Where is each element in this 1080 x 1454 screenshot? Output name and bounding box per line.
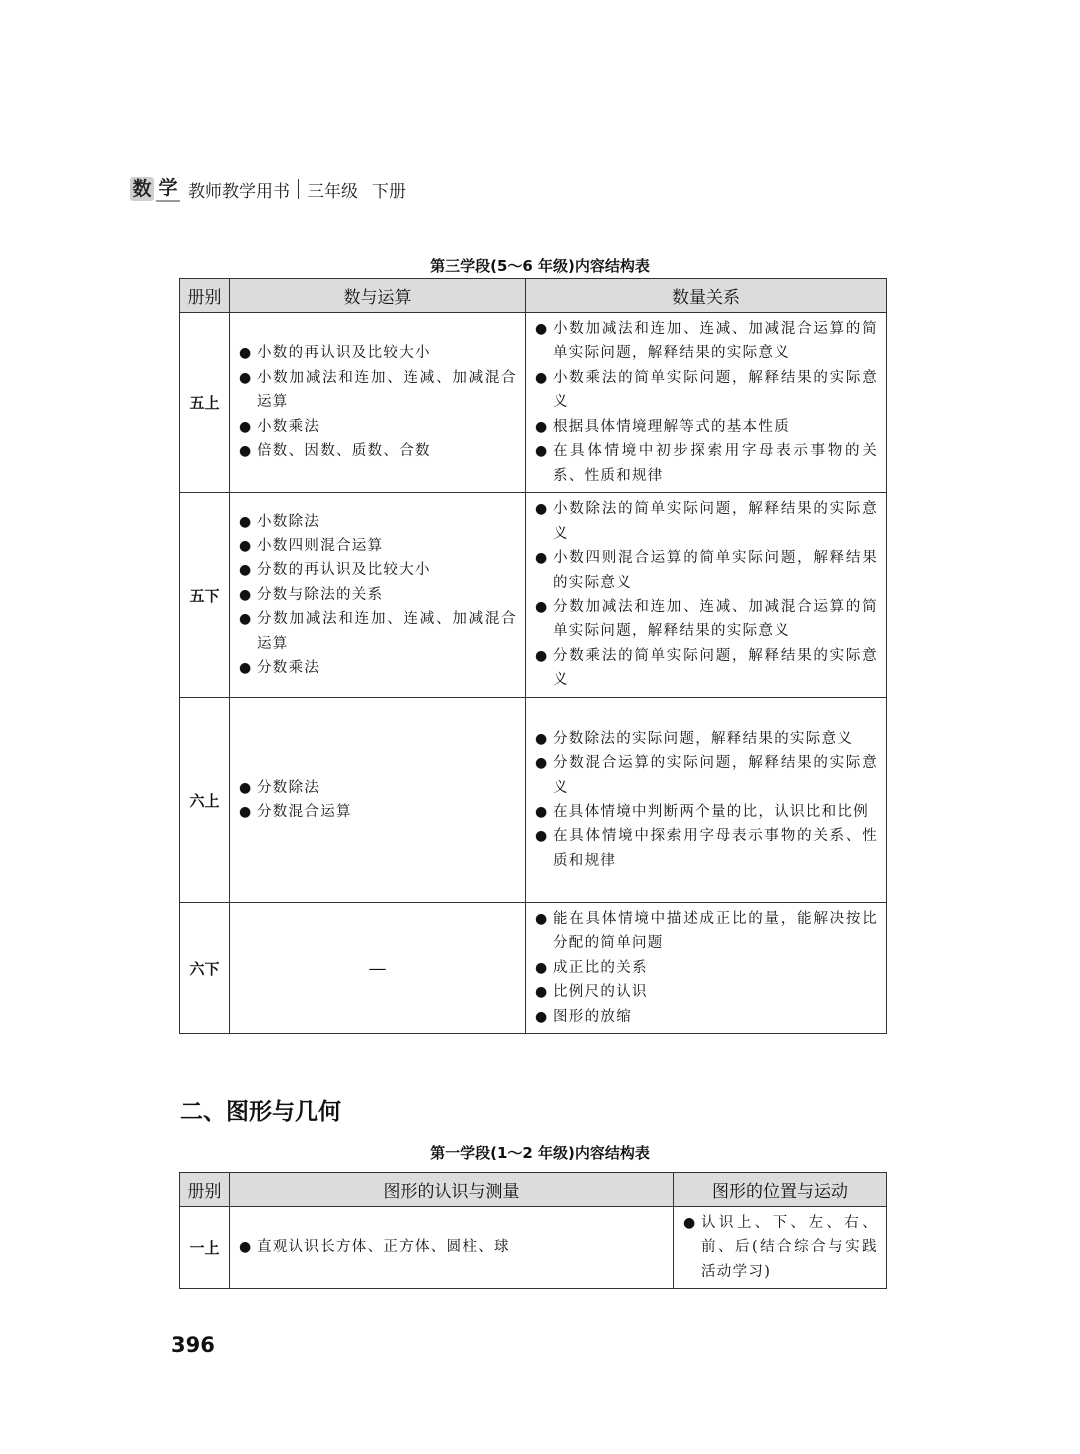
list-item: ● 分数加减法和连加、连减、加减混合运算	[239, 607, 517, 656]
volume-cell: 六上	[180, 698, 230, 903]
table1-header-row	[180, 279, 887, 313]
list-item: ● 小数乘法	[239, 415, 517, 439]
subject-logo	[130, 176, 180, 202]
column-header-shape-position: 图形的位置与运动	[674, 1173, 887, 1207]
numbers-operations-cell	[230, 493, 526, 698]
list-item: ● 小数四则混合运算的简单实际问题，解释结果的实际意义	[535, 546, 878, 595]
quantity-relations-cell	[526, 903, 887, 1034]
column-header-shape-recognition: 图形的认识与测量	[230, 1173, 674, 1207]
table2-header-row	[180, 1173, 887, 1207]
page-number: 396	[171, 1333, 215, 1357]
list-item: ● 根据具体情境理解等式的基本性质	[535, 415, 878, 439]
numbers-operations-empty-cell: —	[230, 903, 526, 1034]
list-item: ● 分数乘法的简单实际问题，解释结果的实际意义	[535, 644, 878, 693]
shape-position-cell	[674, 1207, 887, 1289]
list-item: ● 直观认识长方体、正方体、圆柱、球	[239, 1235, 665, 1259]
list-item: ● 成正比的关系	[535, 956, 878, 980]
quantity-relations-cell	[526, 493, 887, 698]
table-row	[180, 313, 887, 493]
list-item: ● 分数混合运算的实际问题，解释结果的实际意义	[535, 751, 878, 800]
volume-cell: 六下	[180, 903, 230, 1034]
list-item: ● 小数乘法的简单实际问题，解释结果的实际意义	[535, 366, 878, 415]
table-row	[180, 698, 887, 903]
list-item: ● 小数除法的简单实际问题，解释结果的实际意义	[535, 497, 878, 546]
list-item: ● 比例尺的认识	[535, 980, 878, 1004]
content-structure-table-stage3	[179, 278, 887, 1034]
list-item: ● 图形的放缩	[535, 1005, 878, 1029]
volume-cell: 一上	[180, 1207, 230, 1289]
section-title: 二、图形与几何	[180, 1099, 341, 1125]
list-item: ● 小数的再认识及比较大小	[239, 341, 517, 365]
list-item: ● 倍数、因数、质数、合数	[239, 439, 517, 463]
list-item: ● 小数四则混合运算	[239, 534, 517, 558]
numbers-operations-cell	[230, 313, 526, 493]
numbers-operations-cell	[230, 698, 526, 903]
table-row	[180, 493, 887, 698]
logo-char-1: 数	[130, 177, 154, 201]
column-header-volume: 册别	[180, 279, 230, 313]
table-row	[180, 903, 887, 1034]
column-header-numbers-operations: 数与运算	[230, 279, 526, 313]
grade-label: 三年级	[307, 181, 358, 202]
book-title: 教师教学用书	[188, 181, 290, 202]
quantity-relations-cell	[526, 698, 887, 903]
list-item: ● 小数加减法和连加、连减、加减混合运算的简单实际问题，解释结果的实际意义	[535, 317, 878, 366]
list-item: ● 分数除法的实际问题，解释结果的实际意义	[535, 727, 878, 751]
column-header-quantity-relations: 数量关系	[526, 279, 887, 313]
quantity-relations-cell	[526, 313, 887, 493]
table1-title: 第三学段(5～6 年级)内容结构表	[430, 257, 650, 275]
list-item: ● 小数加减法和连加、连减、加减混合运算	[239, 366, 517, 415]
list-item: ● 分数加减法和连加、连减、加减混合运算的简单实际问题，解释结果的实际意义	[535, 595, 878, 644]
volume-cell: 五上	[180, 313, 230, 493]
list-item: ● 分数除法	[239, 776, 517, 800]
logo-char-2: 学	[156, 176, 180, 202]
header-divider	[298, 179, 299, 199]
table2-title: 第一学段(1～2 年级)内容结构表	[430, 1144, 650, 1162]
list-item: ● 认识上、下、左、右、前、后(结合综合与实践活动学习)	[683, 1211, 878, 1284]
list-item: ● 在具体情境中判断两个量的比，认识比和比例	[535, 800, 878, 824]
list-item: ● 分数与除法的关系	[239, 583, 517, 607]
volume-cell: 五下	[180, 493, 230, 698]
content-structure-table-stage1-geometry	[179, 1172, 887, 1289]
list-item: ● 在具体情境中初步探索用字母表示事物的关系、性质和规律	[535, 439, 878, 488]
list-item: ● 能在具体情境中描述成正比的量，能解决按比分配的简单问题	[535, 907, 878, 956]
shape-recognition-cell	[230, 1207, 674, 1289]
list-item: ● 分数混合运算	[239, 800, 517, 824]
volume-label: 下册	[372, 181, 406, 202]
running-header	[130, 176, 406, 202]
list-item: ● 分数的再认识及比较大小	[239, 558, 517, 582]
list-item: ● 分数乘法	[239, 656, 517, 680]
list-item: ● 小数除法	[239, 510, 517, 534]
list-item: ● 在具体情境中探索用字母表示事物的关系、性质和规律	[535, 824, 878, 873]
table-row	[180, 1207, 887, 1289]
column-header-volume: 册别	[180, 1173, 230, 1207]
